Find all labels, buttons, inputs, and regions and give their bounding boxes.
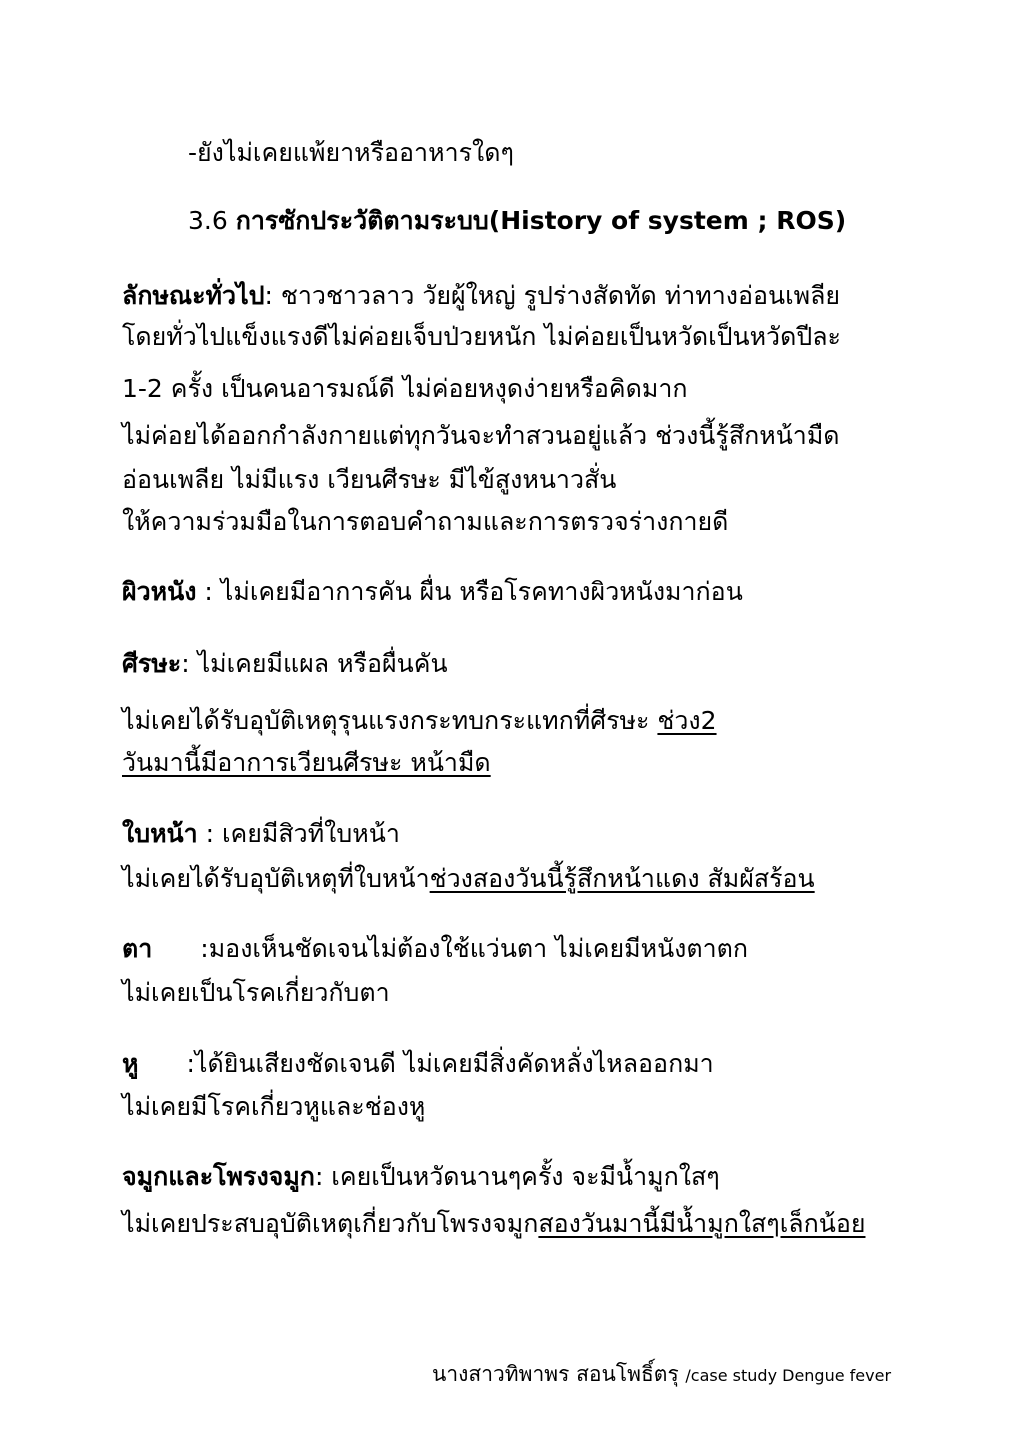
head-text-3-underlined: วันมานี้มีอาการเวียนศีรษะ หน้ามืด [122,748,491,777]
eye-line-1 [122,932,748,966]
general-text-3: 1-2 ครั้ง เป็นคนอารมณ์ดี ไม่ค่อยหงุดง่ายหรือคิดมาก [122,374,688,403]
head-line-3 [122,746,491,780]
ear-text-1: :ได้ยินเสียงชัดเจนดี ไม่เคยมีสิ่งคัดหลั่งไหลออกมา [186,1049,714,1078]
nose-text-2-underlined: สองวันมานี้มีน้ำมูกใสๆเล็กน้อย [538,1209,866,1238]
general-text-4: ไม่ค่อยได้ออกกำลังกายแต่ทุกวันจะทำสวนอยู่แล้ว ช่วงนี้รู้สึกหน้ามืด [122,421,840,450]
face-heading: ใบหน้า [122,819,198,848]
general-heading: ลักษณะทั่วไป [122,281,265,310]
face-line-2 [122,862,815,896]
face-text-2: ไม่เคยได้รับอุบัติเหตุที่ใบหน้า [122,864,430,893]
eye-text-2: ไม่เคยเป็นโรคเกี่ยวกับตา [122,978,390,1007]
skin-heading: ผิวหนัง [122,577,197,606]
ear-line-1 [122,1047,714,1081]
allergy-text: -ยังไม่เคยแพ้ยาหรืออาหารใดๆ [188,138,514,167]
general-line-6 [122,505,728,539]
general-line-3 [122,372,688,406]
ear-text-2: ไม่เคยมีโรคเกี่ยวหูและช่องหู [122,1092,426,1121]
footer-author: นางสาวทิพาพร สอนโพธิ์ตรุ [432,1362,686,1386]
face-line-1 [122,817,400,851]
nose-heading: จมูกและโพรงจมูก [122,1162,315,1191]
head-text-2-underlined: ช่วง2 [657,706,717,735]
head-line-2 [122,704,717,738]
nose-text-1: : เคยเป็นหวัดนานๆครั้ง จะมีน้ำมูกใสๆ [314,1162,720,1191]
general-line-1 [122,279,840,313]
nose-line-2 [122,1207,865,1241]
skin-line [122,575,743,609]
general-text-1: : ชาวชาวลาว วัยผู้ใหญ่ รูปร่างสัดทัด ท่าทางอ่อนเพลีย [264,281,841,310]
ear-line-2 [122,1090,425,1124]
face-text-1: : เคยมีสิวที่ใบหน้า [197,819,400,848]
page-footer [432,1360,891,1390]
ear-heading: หู [122,1049,139,1078]
general-line-4 [122,419,840,453]
face-text-2-underlined: ช่วงสองวันนี้รู้สึกหน้าแดง สัมผัสร้อน [429,864,815,893]
head-heading: ศีรษะ [122,649,182,678]
eye-heading: ตา [122,934,153,963]
head-text-1: : ไม่เคยมีแผล หรือผื่นคัน [181,649,448,678]
general-text-6: ให้ความร่วมมือในการตอบคำถามและการตรวจร่างกายดี [122,507,729,536]
nose-text-2: ไม่เคยประสบอุบัติเหตุเกี่ยวกับโพรงจมูก [122,1209,539,1238]
general-text-5: อ่อนเพลีย ไม่มีแรง เวียนศีรษะ มีไข้สูงหนาวสั่น [122,465,617,494]
general-text-2: โดยทั่วไปแข็งแรงดีไม่ค่อยเจ็บป่วยหนัก ไม่ค่อยเป็นหวัดเป็นหวัดปีละ [122,322,841,351]
eye-text-1: :มองเห็นชัดเจนไม่ต้องใช้แว่นตา ไม่เคยมีหนังตาตก [200,934,749,963]
footer-note: /case study Dengue fever [685,1366,892,1385]
general-line-2 [122,320,841,354]
head-text-2: ไม่เคยได้รับอุบัติเหตุรุนแรงกระทบกระแทกที่ศีรษะ [122,706,658,735]
section-heading [188,204,846,238]
eye-line-2 [122,976,390,1010]
section-number: 3.6 [188,206,236,235]
allergy-line [188,136,514,170]
section-title: การซักประวัติตามระบบ(History of system ; ROS) [235,206,847,235]
nose-line-1 [122,1160,720,1194]
skin-text: : ไม่เคยมีอาการคัน ผื่น หรือโรคทางผิวหนังมาก่อน [196,577,743,606]
general-line-5 [122,463,616,497]
head-line-1 [122,647,448,681]
